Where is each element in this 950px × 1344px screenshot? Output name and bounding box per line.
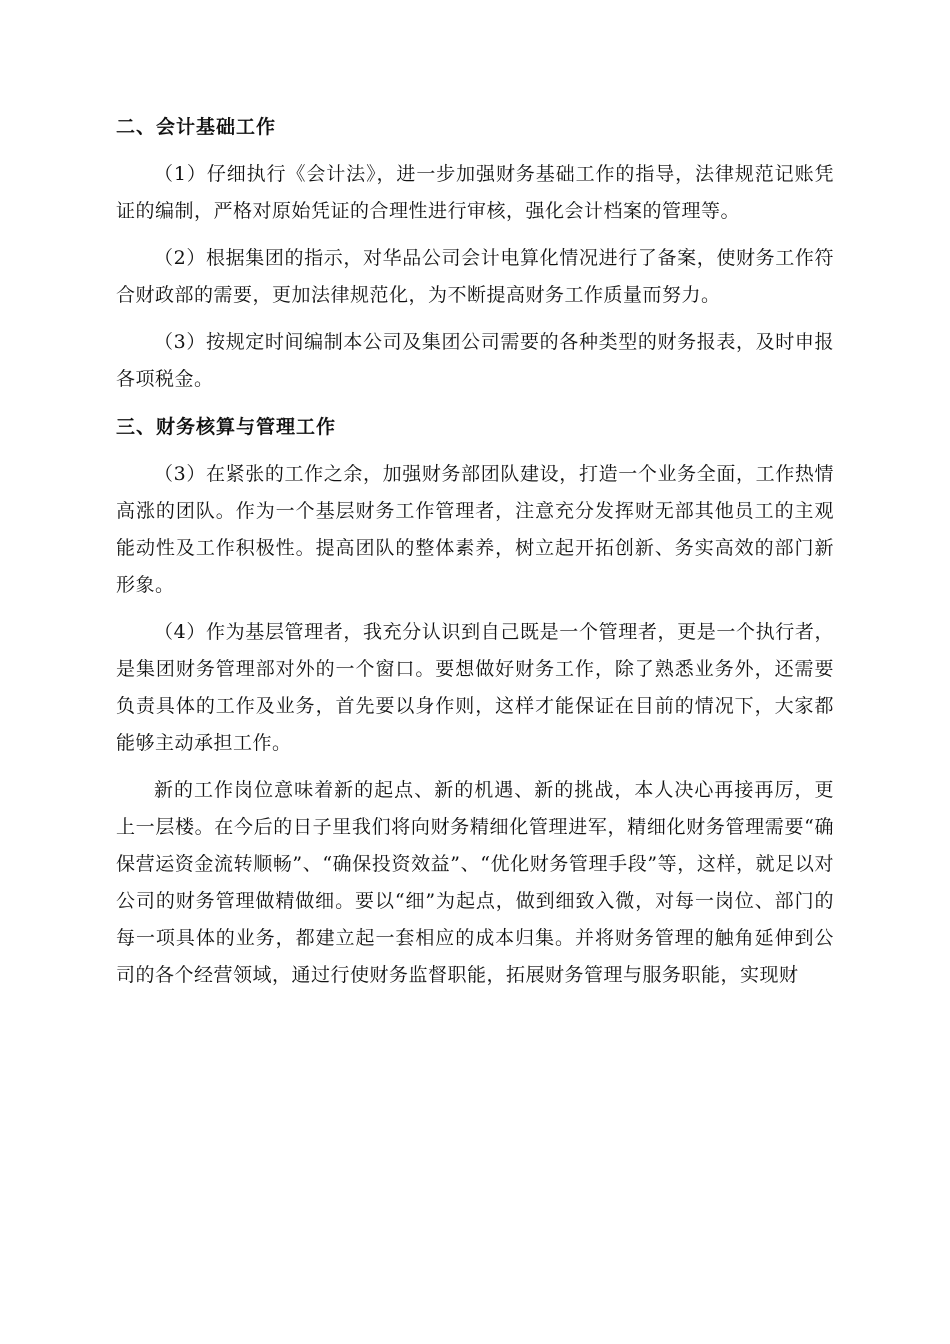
paragraph-financial-reports: （3）按规定时间编制本公司及集团公司需要的各种类型的财务报表，及时申报各项税金。 bbox=[116, 331, 834, 390]
section-heading-accounting-basics: 二、会计基础工作 bbox=[116, 116, 277, 138]
paragraph-accounting-law: （1）仔细执行《会计法》，进一步加强财务基础工作的指导，法律规范记账凭证的编制，严格对原始凭证的合理性进行审核，强化会计档案的管理等。 bbox=[116, 163, 834, 222]
paragraph-refined-management: 新的工作岗位意味着新的起点、新的机遇、新的挑战，本人决心再接再厉，更上一层楼。在今后的日子里我们将向财务精细化管理进军，精细化财务管理需要“确保营运资金流转顺畅”、“确保投资效益”、“优化财务管理手段”等，这样，就足以对公司的财务管理做精做细。要以“细”为起点，做到细致入微，对每一岗位、部门的每一项具体的业务，都建立起一套相应的成本归集。并将财务管理的触角延伸到公司的各个经营领域，通过行使财务监督职能，拓展财务管理与服务职能，实现财 bbox=[116, 779, 834, 986]
section-heading-accounting-management: 三、财务核算与管理工作 bbox=[116, 416, 337, 438]
paragraph-computerized-accounting: （2）根据集团的指示，对华品公司会计电算化情况进行了备案，使财务工作符合财政部的需要，更加法律规范化，为不断提高财务工作质量而努力。 bbox=[116, 247, 834, 306]
paragraph-team-building: （3）在紧张的工作之余，加强财务部团队建设，打造一个业务全面，工作热情高涨的团队。作为一个基层财务工作管理者，注意充分发挥财无部其他员工的主观能动性及工作积极性。提高团队的整体素养，树立起开拓创新、务实高效的部门新形象。 bbox=[116, 463, 834, 596]
paragraph-manager-role: （4）作为基层管理者，我充分认识到自己既是一个管理者，更是一个执行者，是集团财务管理部对外的一个窗口。要想做好财务工作，除了熟悉业务外，还需要负责具体的工作及业务，首先要以身作则，这样才能保证在目前的情况下，大家都能够主动承担工作。 bbox=[116, 621, 834, 754]
document-body bbox=[116, 108, 834, 994]
